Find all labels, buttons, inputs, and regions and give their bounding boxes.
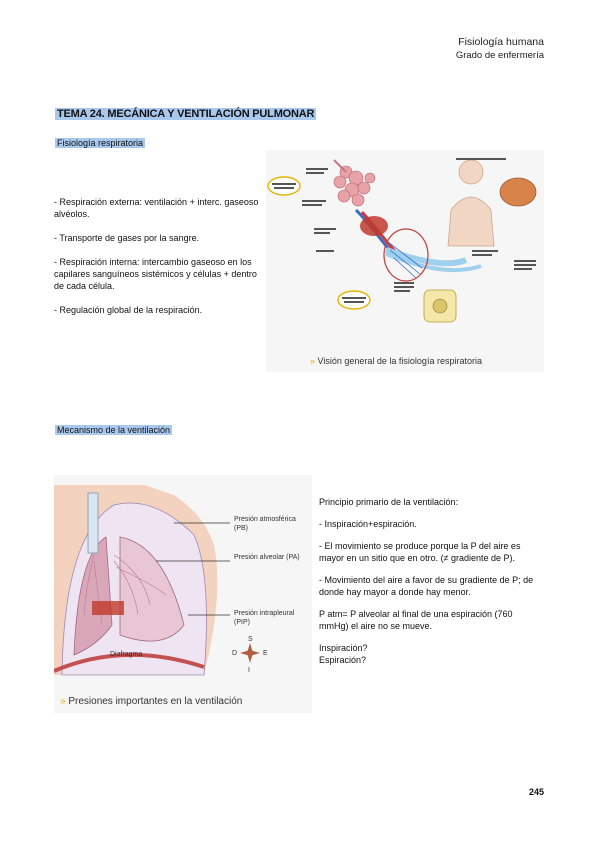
bullet-item: - Regulación global de la respiración. xyxy=(54,305,203,315)
chapter-title: TEMA 24. MECÁNICA Y VENTILACIÓN PULMONAR xyxy=(57,108,315,120)
question-espiracion: Espiración? xyxy=(319,655,367,665)
page-header xyxy=(456,36,544,62)
text-paragraph: - Movimiento del aire a favor de su gradiente de P; de donde hay mayor a donde hay menor. xyxy=(319,575,534,597)
text-paragraph: P atm= P alveolar al final de una espiración (760 mmHg) el aire no se mueve. xyxy=(319,609,513,631)
label-presion-intrapleural: Presión intrapleural (PIP) xyxy=(234,610,295,626)
label-presion-atmosferica: Presión atmosférica (PB) xyxy=(234,516,296,532)
text-paragraph: Principio primario de la ventilación: xyxy=(319,497,459,507)
section-heading-fisiologia: Fisiología respiratoria xyxy=(57,138,144,148)
compass-rose-icon xyxy=(232,636,268,674)
svg-text:S: S xyxy=(248,636,253,643)
question-inspiracion: Inspiración? xyxy=(319,643,368,653)
caption-arrow-icon: » xyxy=(310,356,316,366)
section-heading-mecanismo: Mecanismo de la ventilación xyxy=(57,425,171,435)
respiratory-diagram-illustration xyxy=(266,150,544,372)
label-diafragma: Diafragma xyxy=(110,651,143,658)
figure-caption-text: Visión general de la fisiología respiratoria xyxy=(317,356,482,366)
bullet-item: - Respiración externa: ventilación + interc. gaseoso alvéolos. xyxy=(54,197,259,219)
text-paragraph: - El movimiento se produce porque la P del aire es mayor en un sitio que en otro. (≠ gradiente de P). xyxy=(319,541,521,563)
figure-ventilation-pressures xyxy=(54,475,312,713)
header-degree: Grado de enfermería xyxy=(455,50,544,61)
bullet-item: - Respiración interna: intercambio gaseoso en los capilares sanguíneos sistémicos y células + dentro de cada célula. xyxy=(54,257,257,291)
svg-text:E: E xyxy=(263,650,268,657)
figure-respiratory-overview xyxy=(266,150,544,372)
header-subject: Fisiología humana xyxy=(458,36,544,48)
bullet-list xyxy=(54,196,269,328)
figure-caption-respiratory xyxy=(310,356,482,366)
page-number: 245 xyxy=(528,787,544,797)
label-presion-alveolar: Presión alveolar (PA) xyxy=(234,554,300,561)
figure-caption-text: Presiones importantes en la ventilación xyxy=(68,696,243,707)
ventilation-text xyxy=(319,496,544,666)
thorax-lungs-illustration xyxy=(54,475,312,713)
bullet-item: - Transporte de gases por la sangre. xyxy=(54,233,200,243)
caption-arrow-icon: » xyxy=(60,696,66,707)
svg-text:D: D xyxy=(232,650,238,657)
svg-text:I: I xyxy=(248,667,250,674)
figure-caption-pressures xyxy=(60,696,242,707)
text-paragraph: - Inspiración+espiración. xyxy=(319,519,417,529)
